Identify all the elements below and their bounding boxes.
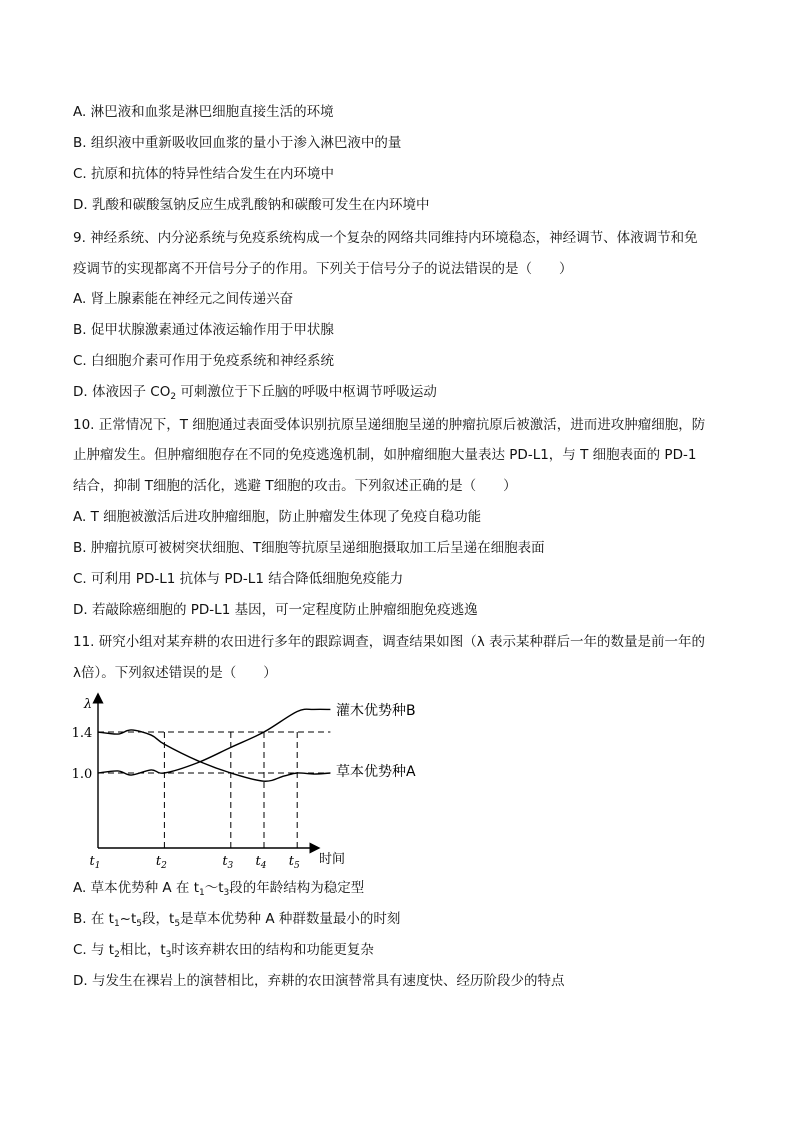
q11-option-c: C. 与 $t_2$相比，$t_3$时该弃耕农田的结构和功能更复杂: [73, 942, 374, 960]
q10-stem-line2: 止肿瘤发生。但肿瘤细胞存在不同的免疫逃逸机制，如肿瘤细胞大量表达 PD-L1，与 T 细胞表面的 PD-1: [73, 447, 697, 463]
q11-stem-line1: 11. 研究小组对某弃耕的农田进行多年的跟踪调查，调查结果如图（λ 表示某种群后一年的数量是前一年的: [73, 634, 706, 650]
lambda-time-chart: [60, 688, 440, 870]
q11-stem-line2: λ倍）。下列叙述错误的是（ ）: [73, 665, 277, 681]
q9-stem-line2: 疫调节的实现都离不开信号分子的作用。下列关于信号分子的说法错误的是（ ）: [73, 261, 573, 277]
x-axis-label: 时间: [318, 852, 346, 867]
x-tick-t4: $t_4$: [255, 854, 267, 870]
q9-option-c: C. 白细胞介素可作用于免疫系统和神经系统: [73, 353, 335, 369]
q9-option-a: A. 肾上腺素能在神经元之间传递兴奋: [73, 291, 294, 307]
x-tick-t1: $t_1$: [89, 854, 101, 870]
q8-option-c: C. 抗原和抗体的特异性结合发生在内环境中: [73, 166, 335, 182]
x-tick-t2: $t_2$: [155, 854, 167, 870]
x-tick-t5: $t_5$: [288, 854, 300, 870]
y-tick-1-4: 1.4: [71, 726, 93, 741]
q11-option-b: B. 在 $t_1\sim t_5$段，$t_5$是草本优势种 A 种群数量最小的时刻: [73, 911, 401, 929]
q8-option-d: D. 乳酸和碳酸氢钠反应生成乳酸钠和碳酸可发生在内环境中: [73, 197, 430, 213]
q8-option-b: B. 组织液中重新吸收回血浆的量小于渗入淋巴液中的量: [73, 135, 402, 151]
q11-option-d: D. 与发生在裸岩上的演替相比，弃耕的农田演替常具有速度快、经历阶段少的特点: [73, 973, 565, 989]
series-label-shrub-b: 灌木优势种B: [336, 703, 416, 719]
q10-option-d: D. 若敲除癌细胞的 PD-L1 基因，可一定程度防止肿瘤细胞免疫逃逸: [73, 602, 478, 618]
q10-stem-line1: 10. 正常情况下，T 细胞通过表面受体识别抗原呈递细胞呈递的肿瘤抗原后被激活，进而进攻肿瘤细胞，防: [73, 417, 706, 433]
q10-option-c: C. 可利用 PD-L1 抗体与 PD-L1 结合降低细胞免疫能力: [73, 571, 404, 587]
q9-stem-line1: 9. 神经系统、内分泌系统与免疫系统构成一个复杂的网络共同维持内环境稳态，神经调节、体液调节和免: [73, 230, 698, 246]
q8-option-a: A. 淋巴液和血浆是淋巴细胞直接生活的环境: [73, 104, 334, 120]
q9-option-b: B. 促甲状腺激素通过体液运输作用于甲状腺: [73, 322, 334, 338]
q9-option-d: D. 体液因子 $CO_2$ 可刺激位于下丘脑的呼吸中枢调节呼吸运动: [73, 384, 437, 402]
series-line-herb-a: [98, 709, 330, 775]
series-label-herb-a: 草本优势种A: [336, 764, 416, 780]
q11-option-a: A. 草本优势种 A 在 $t_1\sim t_3$段的年龄结构为稳定型: [73, 880, 365, 898]
y-axis-label: λ: [83, 697, 93, 712]
y-tick-1-0: 1.0: [71, 767, 93, 782]
q10-stem-line3: 结合，抑制 T细胞的活化，逃避 T细胞的攻击。下列叙述正确的是（ ）: [73, 478, 517, 494]
q10-option-a: A. T 细胞被激活后进攻肿瘤细胞，防止肿瘤发生体现了免疫自稳功能: [73, 509, 482, 525]
q10-option-b: B. 肿瘤抗原可被树突状细胞、T细胞等抗原呈递细胞摄取加工后呈递在细胞表面: [73, 540, 545, 556]
x-tick-t3: $t_3$: [222, 854, 234, 870]
